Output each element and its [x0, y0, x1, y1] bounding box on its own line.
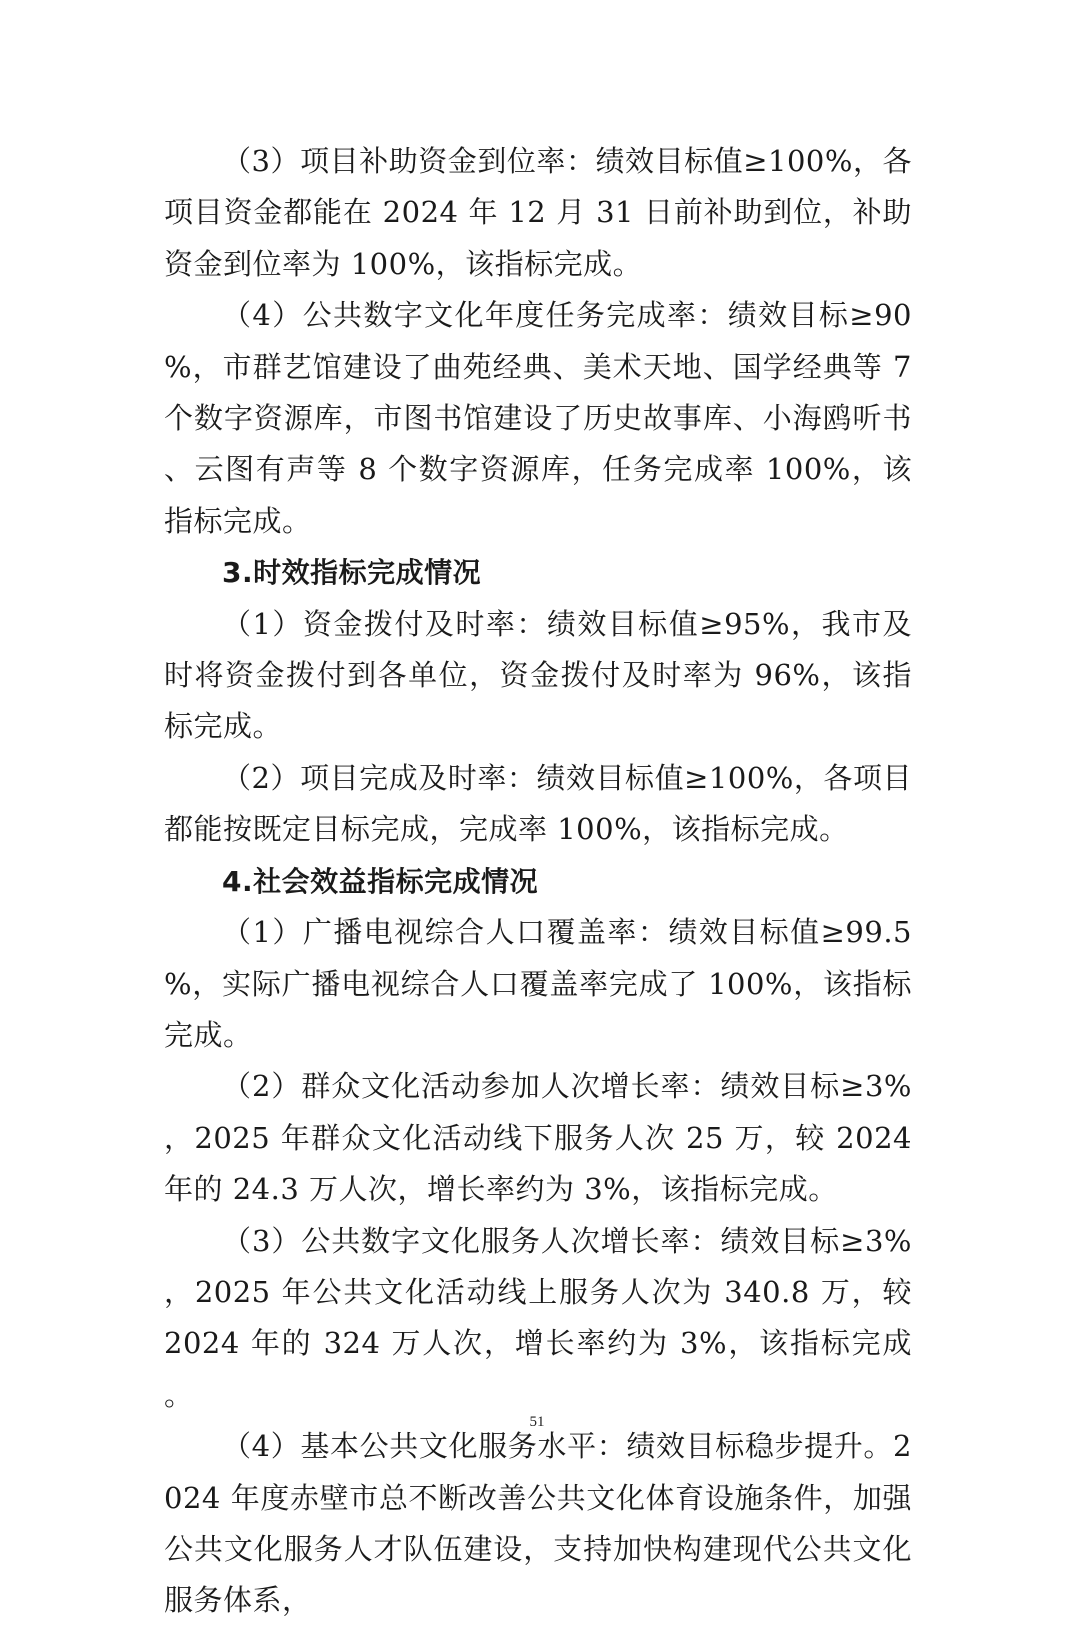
paragraph-digital-culture-task-rate: （4）公共数字文化年度任务完成率：绩效目标≥90%，市群艺馆建设了曲苑经典、美术天地、国学经典等 7 个数字资源库，市图书馆建设了历史故事库、小海鸥听书、云图有声等 8 个数字资源库，任务完成率 100%，该指标完成。: [164, 298, 912, 538]
paragraph-fund-disbursement-timeliness: （1）资金拨付及时率：绩效目标值≥95%，我市及时将资金拨付到各单位，资金拨付及时率为 96%，该指标完成。: [164, 606, 912, 744]
paragraph-broadcast-coverage: （1）广播电视综合人口覆盖率：绩效目标值≥99.5%，实际广播电视综合人口覆盖率完成了 100%，该指标完成。: [164, 915, 912, 1052]
paragraph-project-completion-timeliness: （2）项目完成及时率：绩效目标值≥100%，各项目都能按既定目标完成，完成率 100%，该指标完成。: [164, 760, 912, 847]
paragraph-subsidy-arrival-rate: （3）项目补助资金到位率：绩效目标值≥100%，各项目资金都能在 2024 年 12 月 31 日前补助到位，补助资金到位率为 100%，该指标完成。: [164, 144, 912, 281]
section-heading-timeliness: 3.时效指标完成情况: [222, 556, 482, 590]
paragraph-digital-culture-service: （3）公共数字文化服务人次增长率：绩效目标≥3%，2025 年公共文化活动线上服务人次为 340.8 万，较 2024 年的 324 万人次，增长率约为 3%，该指标完成。: [164, 1223, 912, 1412]
document-body: [164, 136, 912, 1627]
page-number: 51: [529, 1414, 545, 1430]
section-heading-social-benefit: 4.社会效益指标完成情况: [222, 864, 539, 898]
paragraph-mass-culture-participation: （2）群众文化活动参加人次增长率：绩效目标≥3%，2025 年群众文化活动线下服务人次 25 万，较 2024 年的 24.3 万人次，增长率约为 3%，该指标完成。: [164, 1069, 912, 1207]
paragraph-basic-public-culture-level: （4）基本公共文化服务水平：绩效目标稳步提升。2024 年度赤壁市总不断改善公共文化体育设施条件，加强公共文化服务人才队伍建设，支持加快构建现代公共文化服务体系，: [164, 1429, 912, 1618]
